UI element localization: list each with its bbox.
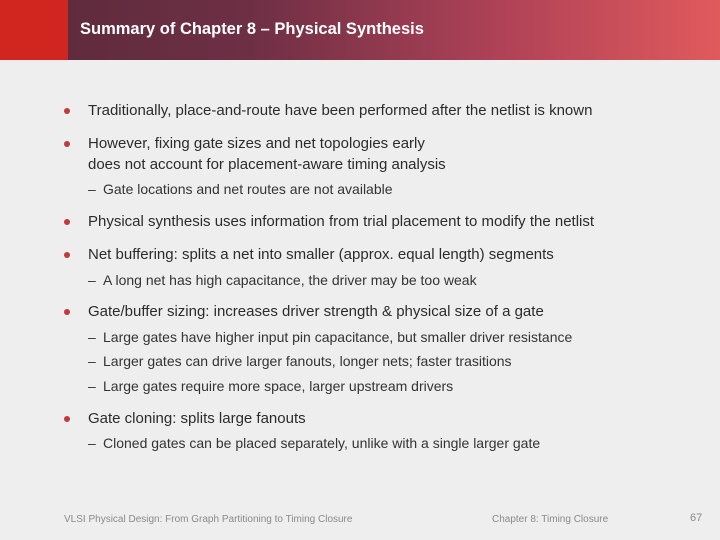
- slide-title: Summary of Chapter 8 – Physical Synthesis: [80, 20, 424, 38]
- sub-bullet-text: Large gates require more space, larger upstream drivers: [103, 378, 454, 394]
- sub-bullet: [88, 271, 477, 289]
- sub-bullet: [88, 434, 540, 452]
- sub-bullet-text: Large gates have higher input pin capacitance, but smaller driver resistance: [103, 329, 573, 345]
- bullet-text: Gate/buffer sizing: increases driver strength & physical size of a gate: [88, 303, 544, 320]
- sub-bullet-dash: –: [88, 353, 96, 369]
- bullet-text-continuation: does not account for placement-aware timing analysis: [88, 156, 446, 173]
- sub-bullet-text: Gate locations and net routes are not available: [103, 181, 393, 197]
- sub-bullet-dash: –: [88, 181, 96, 197]
- sub-bullet: [88, 377, 453, 395]
- bullet-text: Physical synthesis uses information from trial placement to modify the netlist: [88, 213, 595, 230]
- header-accent-block: [0, 0, 68, 60]
- sub-bullet: [88, 328, 572, 346]
- sub-bullet-dash: –: [88, 272, 96, 288]
- bullet-text: Traditionally, place-and-route have been performed after the netlist is known: [88, 102, 593, 119]
- bullet-marker: [64, 252, 70, 258]
- bullet-marker: [64, 309, 70, 315]
- sub-bullet-text: Larger gates can drive larger fanouts, longer nets; faster trasitions: [103, 353, 512, 369]
- slide-header: [0, 0, 720, 60]
- bullet-marker: [64, 416, 70, 422]
- bullet-text: Net buffering: splits a net into smaller (approx. equal length) segments: [88, 246, 554, 263]
- page-number: 67: [690, 512, 703, 524]
- bullet-marker: [64, 219, 70, 225]
- sub-bullet-dash: –: [88, 435, 96, 451]
- sub-bullet: [88, 352, 512, 370]
- sub-bullet-dash: –: [88, 329, 96, 345]
- bullet-marker: [64, 108, 70, 114]
- bullet-text: However, fixing gate sizes and net topologies early: [88, 135, 425, 152]
- bullet-text: Gate cloning: splits large fanouts: [88, 410, 306, 427]
- sub-bullet-text: A long net has high capacitance, the driver may be too weak: [103, 272, 477, 288]
- footer-book-title: VLSI Physical Design: From Graph Partitioning to Timing Closure: [64, 514, 353, 525]
- sub-bullet-dash: –: [88, 378, 96, 394]
- footer-chapter: Chapter 8: Timing Closure: [492, 514, 609, 525]
- bullet-marker: [64, 141, 70, 147]
- sub-bullet-text: Cloned gates can be placed separately, unlike with a single larger gate: [103, 435, 541, 451]
- sub-bullet: [88, 180, 393, 198]
